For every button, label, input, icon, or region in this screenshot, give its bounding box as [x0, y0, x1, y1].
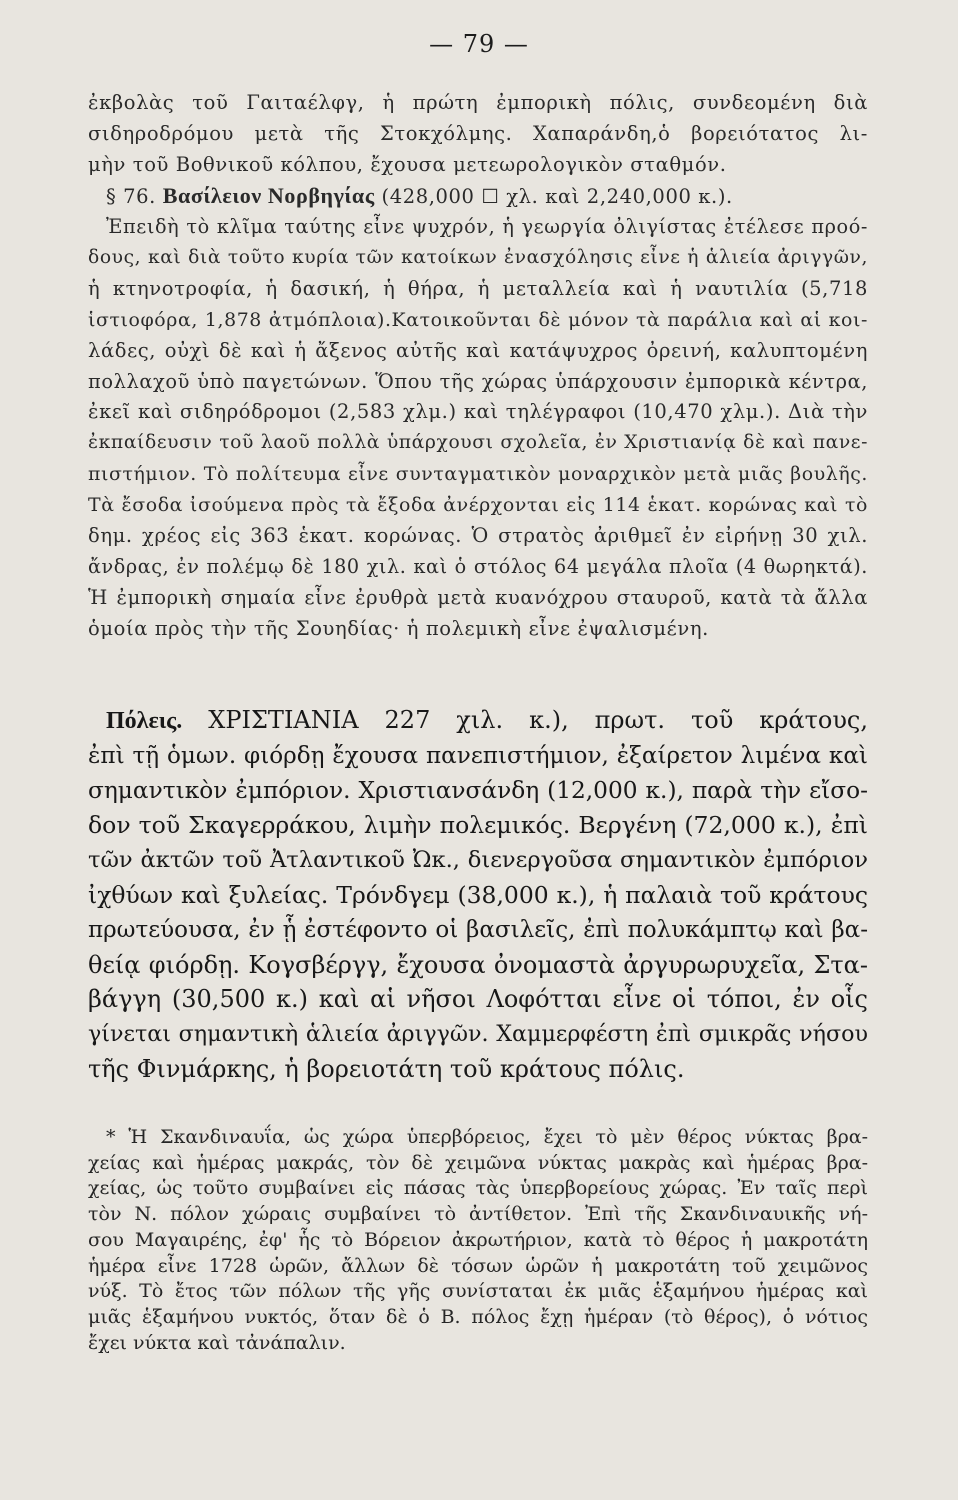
- section-number: § 76.: [106, 184, 156, 208]
- section-heading: [88, 181, 868, 213]
- text-line: πολλαχοῦ ὑπὸ παγετώνων. Ὅπου τῆς χώρας ὑπάρχουσιν ἐμπορικὰ κέντρα,: [88, 369, 868, 393]
- footnote-line: χείας καὶ ἡμέρας μακράς, τὸν δὲ χειμῶνα νύκτας μακρὰς καὶ ἡμέρας βρα-: [88, 1151, 868, 1174]
- section-body: [88, 212, 868, 645]
- text-line: ἄνδρας, ἐν πολέμῳ δὲ 180 χιλ. καὶ ὁ στόλος 64 μεγάλα πλοῖα (4 θωρηκτά).: [88, 554, 868, 578]
- text-line: βάγγη (30,500 κ.) καὶ αἱ νῆσοι Λοφότται εἶνε οἱ τόποι, ἐν οἷς: [88, 985, 868, 1014]
- text-line: πιστήμιον. Τὸ πολίτευμα εἶνε συνταγματικὸν μοναρχικὸν μετὰ μιᾶς βουλῆς.: [88, 463, 868, 486]
- text-line: ἐπὶ τῇ ὁμων. φιόρδῃ ἔχουσα πανεπιστήμιον, ἐξαίρετον λιμένα καὶ: [88, 742, 868, 769]
- footnote-line: ἔχει νύκτα καὶ τἀνάπαλιν.: [88, 1331, 346, 1354]
- footnote-line: * Ἡ Σκανδιναυΐα, ὡς χώρα ὑπερβόρειος, ἔχει τὸ μὲν θέρος νύκτας βρα-: [106, 1126, 868, 1148]
- text-line: ἐκεῖ καὶ σιδηρόδρομοι (2,583 χλμ.) καὶ τηλέγραφοι (10,470 χλμ.). Διὰ τὴν: [88, 400, 868, 424]
- text-line: πρωτεύουσα, ἐν ᾗ ἐστέφοντο οἱ βασιλεῖς, ἐπὶ πολυκάμπτῳ καὶ βα-: [88, 916, 868, 943]
- cities-heading-rest: ΧΡΙΣΤΙΑΝΙΑ 227 χιλ. κ.), πρωτ. τοῦ κράτους,: [208, 706, 868, 734]
- text-line: θείᾳ φιόρδῃ. Κογσβέργγ, ἔχουσα ὀνομαστὰ ἀργυρωρυχεῖα, Στα-: [88, 950, 868, 979]
- footnote-line: τὸν Ν. πόλον χώραις συμβαίνει τὸ ἀντίθετον. Ἐπὶ τῆς Σκανδιναυικῆς νή-: [88, 1203, 868, 1226]
- text-line: ἱστιοφόρα, 1,878 ἀτμόπλοια).Κατοικοῦνται δὲ μόνον τὰ παράλια καὶ αἱ κοι-: [88, 308, 868, 331]
- footnote-line: ἡμέρα εἶνε 1728 ὡρῶν, ἄλλων δὲ τόσων ὡρῶν ἡ μακροτάτη τοῦ χειμῶνος: [88, 1254, 868, 1277]
- page-number: — 79 —: [429, 30, 529, 58]
- text-line: ἐκπαίδευσιν τοῦ λαοῦ πολλὰ ὑπάρχουσι σχολεῖα, ἐν Χριστιανίᾳ δὲ καὶ πανε-: [88, 432, 868, 454]
- text-line: Ἡ ἐμπορικὴ σημαία εἶνε ἐρυθρὰ μετὰ κυανόχρου σταυροῦ, κατὰ τὰ ἄλλα: [88, 585, 868, 609]
- text-line: δους, καὶ διὰ τοῦτο κυρία τῶν κατοίκων ἐνασχόλησις εἶνε ἡ ἁλιεία ἀριγγῶν,: [88, 246, 868, 268]
- text-line: γίνεται σημαντικὴ ἁλιεία ἀριγγῶν. Χαμμερφέστη ἐπὶ σμικρᾶς νήσου: [88, 1021, 868, 1048]
- intro-paragraph: [88, 88, 868, 213]
- text-line: ἐκβολὰς τοῦ Γαιταέλφγ, ἡ πρώτη ἐμπορικὴ πόλις, συνδεομένη διὰ: [88, 91, 868, 114]
- text-line: τῆς Φινμάρκης, ἡ βορειοτάτη τοῦ κράτους πόλις.: [88, 1054, 685, 1083]
- section-title: Βασίλειον Νορβηγίας: [162, 182, 375, 208]
- text-line: Ἐπειδὴ τὸ κλῖμα ταύτης εἶνε ψυχρόν, ἡ γεωργία ὀλιγίστας ἐτέλεσε προό-: [106, 215, 868, 238]
- cities-heading: [88, 703, 868, 739]
- text-line: σημαντικὸν ἐμπόριον. Χριστιανσάνδη (12,000 κ.), παρὰ τὴν εἴσο-: [88, 776, 868, 804]
- section-stats: (428,000 ☐ χλ. καὶ 2,240,000 κ.).: [381, 184, 733, 208]
- footnote-line: νύξ. Τὸ ἔτος τῶν πόλων τῆς γῆς συνίσταται ἐκ μιᾶς ἑξαμήνου ἡμέρας καὶ: [88, 1280, 868, 1303]
- footnote-line: μιᾶς ἑξαμήνου νυκτός, ὅταν δὲ ὁ Β. πόλος ἔχῃ ἡμέραν (τὸ θέρος), ὁ νότιος: [88, 1305, 868, 1328]
- text-line: δημ. χρέος εἰς 363 ἑκατ. κορώνας. Ὁ στρατὸς ἀριθμεῖ ἐν εἰρήνῃ 30 χιλ.: [88, 524, 868, 548]
- text-line: ὁμοία πρὸς τὴν τῆς Σουηδίας· ἡ πολεμικὴ εἶνε ἐψαλισμένη.: [88, 616, 709, 640]
- text-line: ἡ κτηνοτροφία, ἡ δασική, ἡ θήρα, ἡ μεταλλεία καὶ ἡ ναυτιλία (5,718: [88, 276, 868, 300]
- cities-paragraph: [88, 703, 868, 1087]
- text-line: σιδηροδρόμου μετὰ τῆς Στοκχόλμης. Χαπαράνδη,ὁ βορειότατος λι-: [88, 121, 868, 145]
- text-line: μὴν τοῦ Βοθνικοῦ κόλπου, ἔχουσα μετεωρολογικὸν σταθμόν.: [88, 152, 727, 176]
- text-line: ἰχθύων καὶ ξυλείας. Τρόνδγεμ (38,000 κ.), ἡ παλαιὰ τοῦ κράτους: [88, 880, 868, 909]
- footnote: [88, 1125, 868, 1356]
- text-line: λάδες, οὐχὶ δὲ καὶ ἡ ἄξενος αὐτῆς καὶ κατάψυχρος ὀρεινή, καλυπτομένη: [88, 338, 868, 362]
- footnote-line: σου Μαγαιρέης, ἐφ' ἧς τὸ Βόρειον ἀκρωτήριον, κατὰ τὸ θέρος ἡ μακροτάτη: [88, 1228, 868, 1251]
- footnote-line: χείας, ὡς τοῦτο συμβαίνει εἰς πάσας τὰς ὑπερβορείους χώρας. Ἐν ταῖς περὶ: [88, 1177, 868, 1200]
- cities-label: Πόλεις.: [106, 708, 183, 734]
- text-line: δον τοῦ Σκαγερράκου, λιμὴν πολεμικός. Βεργένη (72,000 κ.), ἐπὶ: [88, 811, 868, 840]
- text-line: Τὰ ἔσοδα ἰσούμενα πρὸς τὰ ἔξοδα ἀνέρχονται εἰς 114 ἑκατ. κορώνας καὶ τὸ: [88, 494, 868, 517]
- text-line: τῶν ἀκτῶν τοῦ Ἀτλαντικοῦ Ὠκ., διενεργοῦσα σημαντικὸν ἐμπόριον: [88, 847, 868, 874]
